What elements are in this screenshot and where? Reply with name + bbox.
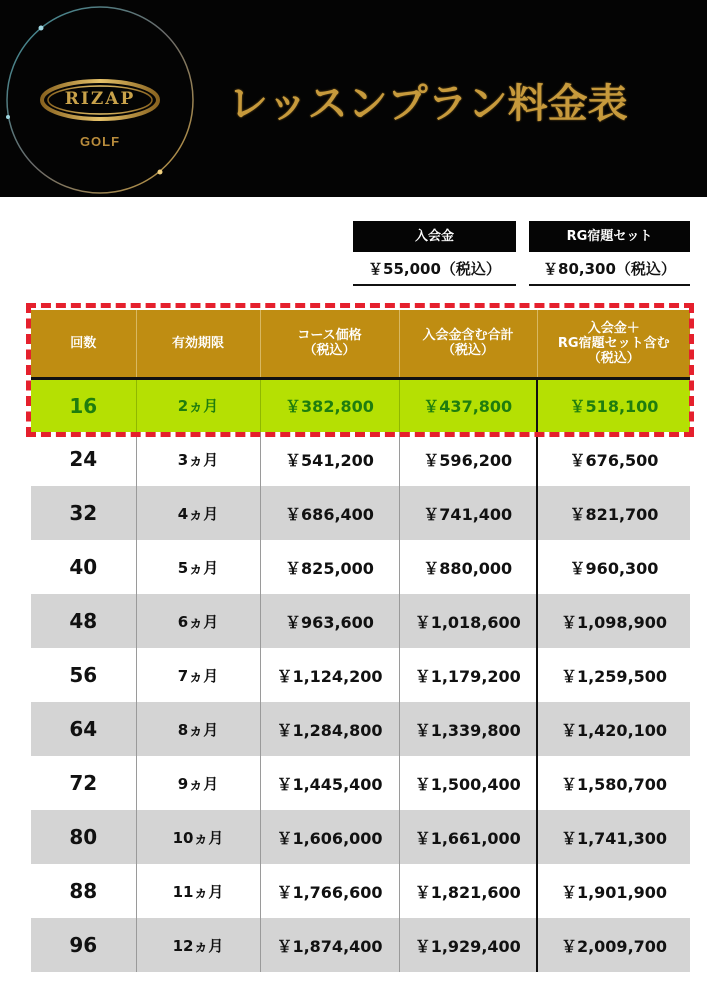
table-row: [31, 540, 690, 594]
course-price-cell: ￥1,124,200: [260, 648, 399, 702]
total-with-entry-cell: ￥1,500,400: [399, 756, 537, 810]
sessions-cell: 32: [31, 486, 136, 540]
sessions-cell: 88: [31, 864, 136, 918]
sessions-cell: 64: [31, 702, 136, 756]
price-table-container: [31, 310, 690, 972]
course-price-cell: ￥541,200: [260, 432, 399, 486]
total-with-entry-cell: ￥880,000: [399, 540, 537, 594]
sessions-cell: 48: [31, 594, 136, 648]
header-total-with-rg-set: 入会金＋ RG宿題セット含む （税込）: [537, 310, 690, 378]
logo-subtitle: GOLF: [79, 134, 121, 149]
validity-cell: 12ヵ月: [136, 918, 260, 972]
total-with-entry-cell: ￥1,339,800: [399, 702, 537, 756]
price-table: [31, 310, 690, 972]
total-with-rg-set-cell: ￥676,500: [537, 432, 690, 486]
table-row: [31, 756, 690, 810]
validity-cell: 3ヵ月: [136, 432, 260, 486]
validity-cell: 10ヵ月: [136, 810, 260, 864]
total-with-rg-set-cell: ￥960,300: [537, 540, 690, 594]
course-price-cell: ￥1,606,000: [260, 810, 399, 864]
table-row: [31, 810, 690, 864]
rg-set-fee-box: [529, 221, 690, 286]
total-with-rg-set-cell: ￥1,420,100: [537, 702, 690, 756]
course-price-cell: ￥1,874,400: [260, 918, 399, 972]
table-row: [31, 702, 690, 756]
validity-cell: 11ヵ月: [136, 864, 260, 918]
validity-cell: 2ヵ月: [136, 378, 260, 432]
entry-fee-label: 入会金: [353, 221, 516, 252]
table-row: [31, 594, 690, 648]
sessions-cell: 96: [31, 918, 136, 972]
table-row: [31, 378, 690, 432]
table-row: [31, 918, 690, 972]
table-header-row: [31, 310, 690, 378]
sessions-cell: 16: [31, 378, 136, 432]
entry-fee-value: ￥55,000（税込）: [353, 252, 516, 286]
total-with-rg-set-cell: ￥1,901,900: [537, 864, 690, 918]
sessions-cell: 40: [31, 540, 136, 594]
total-with-rg-set-cell: ￥1,098,900: [537, 594, 690, 648]
entry-fee-box: [353, 221, 516, 286]
sessions-cell: 80: [31, 810, 136, 864]
total-with-entry-cell: ￥1,179,200: [399, 648, 537, 702]
validity-cell: 4ヵ月: [136, 486, 260, 540]
total-with-entry-cell: ￥596,200: [399, 432, 537, 486]
course-price-cell: ￥1,445,400: [260, 756, 399, 810]
validity-cell: 6ヵ月: [136, 594, 260, 648]
total-with-rg-set-cell: ￥1,741,300: [537, 810, 690, 864]
course-price-cell: ￥1,766,600: [260, 864, 399, 918]
course-price-cell: ￥963,600: [260, 594, 399, 648]
header-sessions: 回数: [31, 310, 136, 378]
total-with-entry-cell: ￥1,661,000: [399, 810, 537, 864]
total-with-rg-set-cell: ￥1,580,700: [537, 756, 690, 810]
total-with-entry-cell: ￥741,400: [399, 486, 537, 540]
course-price-cell: ￥825,000: [260, 540, 399, 594]
course-price-cell: ￥686,400: [260, 486, 399, 540]
total-with-entry-cell: ￥437,800: [399, 378, 537, 432]
validity-cell: 7ヵ月: [136, 648, 260, 702]
validity-cell: 5ヵ月: [136, 540, 260, 594]
course-price-cell: ￥382,800: [260, 378, 399, 432]
total-with-entry-cell: ￥1,821,600: [399, 864, 537, 918]
header-validity: 有効期限: [136, 310, 260, 378]
header-course-price: コース価格 （税込）: [260, 310, 399, 378]
validity-cell: 8ヵ月: [136, 702, 260, 756]
total-with-entry-cell: ￥1,929,400: [399, 918, 537, 972]
sessions-cell: 72: [31, 756, 136, 810]
table-row: [31, 432, 690, 486]
table-row: [31, 864, 690, 918]
logo-wordmark: RIZAP: [64, 89, 136, 109]
total-with-rg-set-cell: ￥821,700: [537, 486, 690, 540]
table-row: [31, 486, 690, 540]
rg-set-fee-value: ￥80,300（税込）: [529, 252, 690, 286]
header-total-with-entry: 入会金含む合計 （税込）: [399, 310, 537, 378]
total-with-entry-cell: ￥1,018,600: [399, 594, 537, 648]
page-title: レッスンプラン料金表: [228, 80, 628, 127]
page-header: [0, 0, 707, 197]
course-price-cell: ￥1,284,800: [260, 702, 399, 756]
sessions-cell: 56: [31, 648, 136, 702]
total-with-rg-set-cell: ￥2,009,700: [537, 918, 690, 972]
sessions-cell: 24: [31, 432, 136, 486]
total-with-rg-set-cell: ￥1,259,500: [537, 648, 690, 702]
validity-cell: 9ヵ月: [136, 756, 260, 810]
table-row: [31, 648, 690, 702]
rg-set-fee-label: RG宿題セット: [529, 221, 690, 252]
table-body: [31, 378, 690, 972]
total-with-rg-set-cell: ￥518,100: [537, 378, 690, 432]
